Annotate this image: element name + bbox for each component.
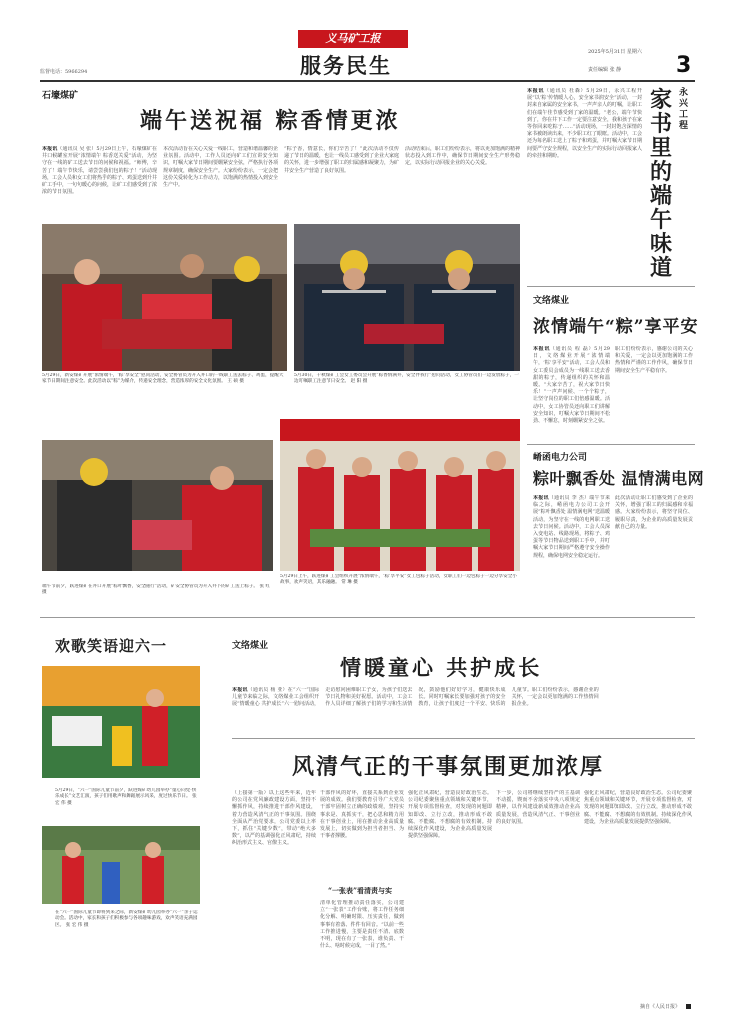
masthead-logo-text: 义马矿工报 [325, 32, 381, 45]
childrens-day-caption-1: 5月29日，“六一”国际儿童节前夕，跃进煤矿幼儿园举办“童心向党·快乐成长”文艺汇演，孩子们用歌声和舞蹈展示风采，度过快乐节日。 张 宏 伟 摄 [55, 788, 197, 806]
wenluo-body-2: 职工们纷纷表示，感谢公司的关心和关爱，一定会以更加饱满的工作热情和严谨的工作作风，确保节日期间安全生产平稳有序。 [615, 346, 693, 374]
editor-label: 责任编辑 张 静 [588, 67, 622, 73]
photo4-caption: 5月29日上午，跃进煤矿工会组织开展“浓情端午，‘粽’享平安”女工包粽子活动，女职工们一边包粽子一边分享安全小故事，欢声笑语，其乐融融。 常 琳 摄 [280, 574, 517, 586]
photo-safety-inspectors-distribute-zongzi [42, 224, 287, 371]
wenluo-byline: 本报讯 [533, 346, 550, 352]
childrens-day-kicker: 欢歌笑语迎六一 [55, 637, 168, 655]
commentary-source: 摘自《人民日报》 [640, 1004, 681, 1010]
right-feature-byline: 本报讯 [527, 88, 545, 94]
photo2-caption: 5月30日，千秋煤矿工会女工委员会开展“粽香情满井，安全伴我行”慰问活动，女工协管员们一边发放粽子，一边叮嘱职工注意节日安全。 赵 阳 摄 [294, 373, 519, 385]
xihan-headline: 粽叶飘香处 温情满电网 [533, 469, 705, 488]
xihan-kicker: 崤函电力公司 [533, 453, 588, 463]
wenluo-body: 本报讯（通讯员 程 磊）5月29日，文络煤业开展“浓情端午，‘粽’享平安”活动，工会人员和女工委员会成员为一线职工送去香甜的粽子，传递组织的关怀和温暖。“大家辛苦了，祝大家节日快乐！”一声声问候、一个个粽子，让坚守岗位的职工们倍感温暖。活动中，女工协管员还向职工们讲解安全知识，叮嘱大家节日期间不松劲、不懈怠，时刻绷紧安全之弦。 [533, 346, 610, 425]
xihan-body: 本报讯（通讯员 李 杰）端午节来临之际，崤函电力公司工会开展“粽叶飘香处 温情满电网”送温暖活动，为坚守在一线的电网职工送去节日问候。活动中，工会人员深入变电站、线路现场，将粽子、鸡蛋等节日物品送到职工手中，并叮嘱大家节日期间严格遵守安全操作规程，确保电网安全稳定运行。 [533, 495, 610, 559]
photo-parent-child-sports-day [42, 826, 200, 904]
story1-col2: 本次活动旨在关心关爱一线职工，营造和谐温馨的企业氛围。活动中，工作人员还向矿工们宣讲安全知识，叮嘱大家节日期间要绷紧安全弦，严格执行各项规章制度，确保安全生产。大家纷纷表示，一定会把这份关爱转化为工作动力，以饱满的热情投入到安全生产中。 [163, 146, 278, 189]
commentary-headline: 风清气正的干事氛围更加浓厚 [292, 754, 605, 780]
childrens-day-headline: 情暖童心 共护成长 [340, 655, 543, 680]
story1-byline: 本报讯 [42, 146, 58, 152]
commentary-subhead: “一张表”看清责与实 [328, 886, 393, 895]
childrens-day-body: 本报讯（通讯员 杨 亚）在“六一”国际儿童节来临之际，文络煤业工会组织开展“情暖童心 共护成长”六一慰问活动，走访慰问困难职工子女，为孩子们送去节日礼物和美好祝愿。活动中，工会工作人员详细了解孩子们的学习和生活情况，鼓励他们好好学习，健康快乐成长。同时叮嘱家长要加强对孩子的安全教育，让孩子们度过一个平安、快乐的儿童节。职工们纷纷表示，感谢企业的关怀，一定会以更加饱满的工作热情回报企业。 [232, 687, 599, 708]
commentary-col1: （上接第一版）以上这些年来，近年的公司在党风廉政建设方面，坚持不懈抓作风，持续推进干部作风建设，着力营造风清气正的干事氛围。围绕全面从严治党要求，公司党委以上率下，抓住“关键少数”，带动“绝大多数”，以严的基调强化正风肃纪，持续纠治形式主义、官僚主义。 [232, 790, 316, 847]
childrens-day-byline: 本报讯 [232, 687, 248, 693]
right-feature-kicker: 永兴工程 [679, 88, 689, 131]
end-square-mark [686, 1004, 691, 1009]
photo-kindergarten-performance [42, 666, 200, 778]
commentary-col5: 下一步，公司将继续坚持严的主基调不动摇，锲而不舍落实中央八项规定精神，以作风建设新成效推动企业高质量发展，营造风清气正、干事创业的良好氛围。 [496, 790, 580, 825]
commentary-col4: 强化正风肃纪，营造良好政治生态。公司纪委聚焦重点领域和关键环节，开展专项监督检查，对发现的问题即知即改、立行立改，推动形成不敢腐、不能腐、不想腐的有效机制。持续深化作风建设，为企业高质量发展提供坚强保障。 [408, 790, 492, 840]
xihan-byline: 本报讯 [533, 495, 549, 501]
photo-women-workers-make-zongzi [280, 419, 520, 571]
xihan-body-2: 此次活动让职工们感受到了企业的关怀，增强了职工的归属感和幸福感。大家纷纷表示，将坚守岗位、履职尽责，为企业的高质量发展贡献自己的力量。 [615, 495, 693, 530]
masthead [0, 0, 735, 88]
hotline-label: 监督电话：5966294 [40, 69, 88, 75]
commentary-col2: 干部作风的好坏，直接关系到企业发展的成效。我们要教育引导广大党员干部牢固树立正确的政绩观，坚持实事求是、真抓实干，把心思和精力用在干事创业上，用在推动企业高质量发展上，切实做到为担当者担当、为干事者撑腰。 [320, 790, 404, 840]
wenluo-headline: 浓情端午“粽”享平安 [533, 317, 699, 337]
childrens-day-sub-kicker: 文络煤业 [232, 641, 269, 651]
story1-col4: 活动结束后，职工们纷纷表示，将以更加饱满的精神状态投入到工作中，确保节日期间安全生产形势稳定，以实际行动回报企业的关心关爱。 [405, 146, 520, 167]
page-number: 3 [676, 53, 692, 78]
story1-kicker: 石壕煤矿 [42, 91, 79, 101]
photo1-caption: 5月29日，新安煤矿开展“浓情端午，‘粽’享安全”慰问活动，安全协管员为升入井口的一线职工送去粽子、鸡蛋，提醒大家节日期间注意安全。此次活动以“粽”为媒介，传递安全理念，营造浓厚的安全文化氛围。 王 硕 摄 [42, 373, 284, 385]
page-section-title: 服务民生 [300, 54, 392, 78]
wenluo-kicker: 文络煤业 [533, 296, 570, 306]
masthead-rule [40, 80, 695, 82]
divider-middle [40, 617, 695, 618]
childrens-day-caption-2: 在“六一”国际儿童节即将到来之际，新安煤矿幼儿园举办“六一”亲子运动会。活动中，家长和孩子们积极参与各项趣味游戏，欢声笑语充满园区。 张 宏 伟 摄 [55, 910, 198, 928]
right-feature-headline: 家书里的端午味道 [650, 87, 673, 281]
divider-right-1 [527, 286, 695, 287]
issue-date: 2025年5月31日 星期六 [588, 49, 642, 55]
commentary-col6: 强化正风肃纪，营造良好政治生态。公司纪委聚焦重点领域和关键环节，开展专项监督检查，对发现的问题即知即改、立行立改，推动形成不敢腐、不能腐、不想腐的有效机制。持续深化作风建设，为企业高质量发展提供坚强保障。 [584, 790, 692, 825]
story1-headline: 端午送祝福 粽香情更浓 [140, 108, 401, 134]
story1-col1: 本报讯（通讯员 吴 张）5月29日上午，石壕煤矿在井口候罐室开展“浓情端午 粽香送关爱”活动，为坚守在一线的矿工送去节日的问候和祝福。“师傅，辛苦了！端午节快乐，请尝尝我们包的粽子！”活动现场，工会人员和女工们将热乎的粽子、鸡蛋送到升井矿工手中，一句句暖心的问候，让矿工们感受到了浓浓的节日氛围。 [42, 146, 157, 196]
right-feature-body: 本报讯（通讯员 杜森）5月29日，永兴工程开展“以‘粽’传情暖人心，安全家书润安全”活动，一封封来自家属的安全家书，一声声亲人的叮嘱，让职工们在端午佳节感受到了家的温暖。“老公，端午节快到了，你在井下工作一定要注意安全，我和孩子在家等你回来吃粽子……”活动现场，一封封饱含深情的家书被朗读出来，不少职工红了眼眶。活动中，工会还为每名职工送上了粽子和鸡蛋，并叮嘱大家节日期间要严守安全规程，以安全生产的实际行动回报家人的牵挂和期盼。 [527, 88, 642, 159]
divider-right-2 [527, 444, 695, 445]
photo3-caption: 端午节前夕，跃进煤矿在井口开展“粽叶飘香，安全随行”活动，矿安全协管员为升入井下的矿工送上粽子。 张 红 摄 [42, 584, 271, 596]
photo-workers-holding-zongzi [294, 224, 520, 371]
commentary-col3: 清单化管理推动责任落实，公司建立“一张表”工作台账，将工作任务细化分解、明确时限、压实责任，做到事事有着落、件件有回音。“以前一些工作推进慢，主要是责任不清、底数不明，现在有了一张表，谁负责、干什么、啥时候完成，一目了然。” [320, 900, 404, 950]
story1-col3: “粽子香，情意长，你们辛苦了！”此次活动不仅传递了节日的温暖，也让一线员工感受到了企业大家庭的关怀，进一步增强了职工的归属感和凝聚力，为矿井安全生产营造了良好氛围。 [284, 146, 399, 174]
photo-miner-receives-zongzi [42, 440, 273, 571]
divider-lower [232, 738, 695, 739]
